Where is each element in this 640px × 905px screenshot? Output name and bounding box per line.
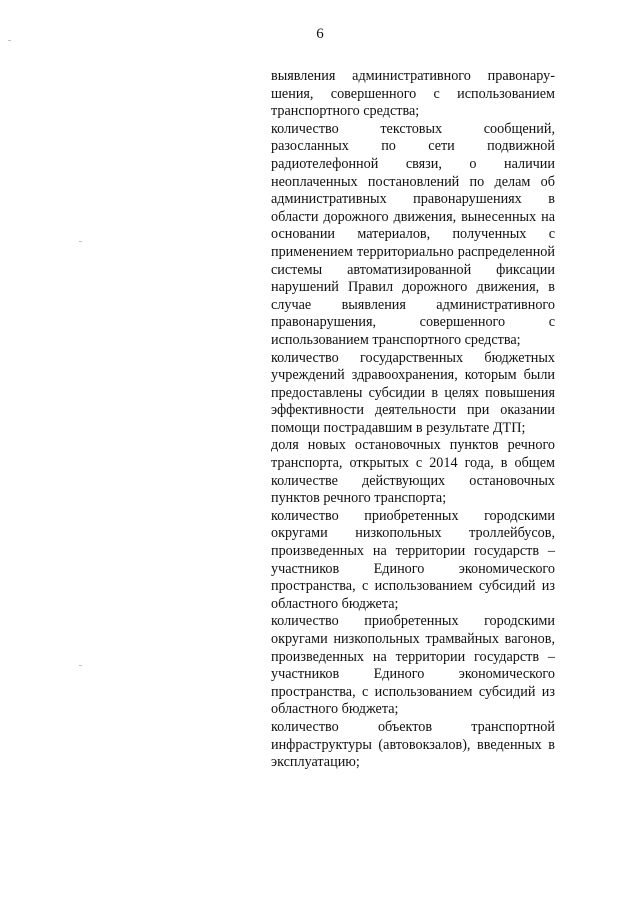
page-number: 6 [316,26,324,42]
paragraph: количество объектов транспортной инфраструктуры (автовокзалов), введенных в эксплуатацию; [271,718,555,771]
paragraph: количество приобретенных городскими округами низкопольных троллейбусов, произведенных на территории государств – участников Единого экономического пространства, с использованием субсидий из областного бюджета; [271,507,555,612]
left-margin-mark [8,40,11,41]
paragraph: количество текстовых сообщений, разосланных по сети подвижной радиотелефонной связи, о наличии неоплаченных постановлений по делам об административных правонарушениях в области дорожного движения, вынесенных на основании материалов, полученных с применением территориально распределенной системы автоматизированной фиксации нарушений Правил дорожного движения, в случае выявления административного правонарушения, совершенного с использованием транспортного средства; [271,120,555,348]
paragraph: количество приобретенных городскими округами низкопольных трамвайных вагонов, произведенных на территории государств – участников Единого экономического пространства, с использованием субсидий из областного бюджета; [271,613,555,718]
document-body [271,68,555,772]
paragraph: количество государственных бюджетных учреждений здравоохранения, которым были предоставлены субсидии в целях повышения эффективности деятельности при оказании помощи пострадавшим в результате ДТП; [271,349,555,436]
left-margin-mark [79,665,82,666]
paragraph: доля новых остановочных пунктов речного транспорта, открытых с 2014 года, в общем количестве действующих остановочных пунктов речного транспорта; [271,437,555,507]
paragraph: выявления административного правонарушения, совершенного с использованием транспортного средства; [271,68,555,120]
left-margin-mark [79,241,82,242]
